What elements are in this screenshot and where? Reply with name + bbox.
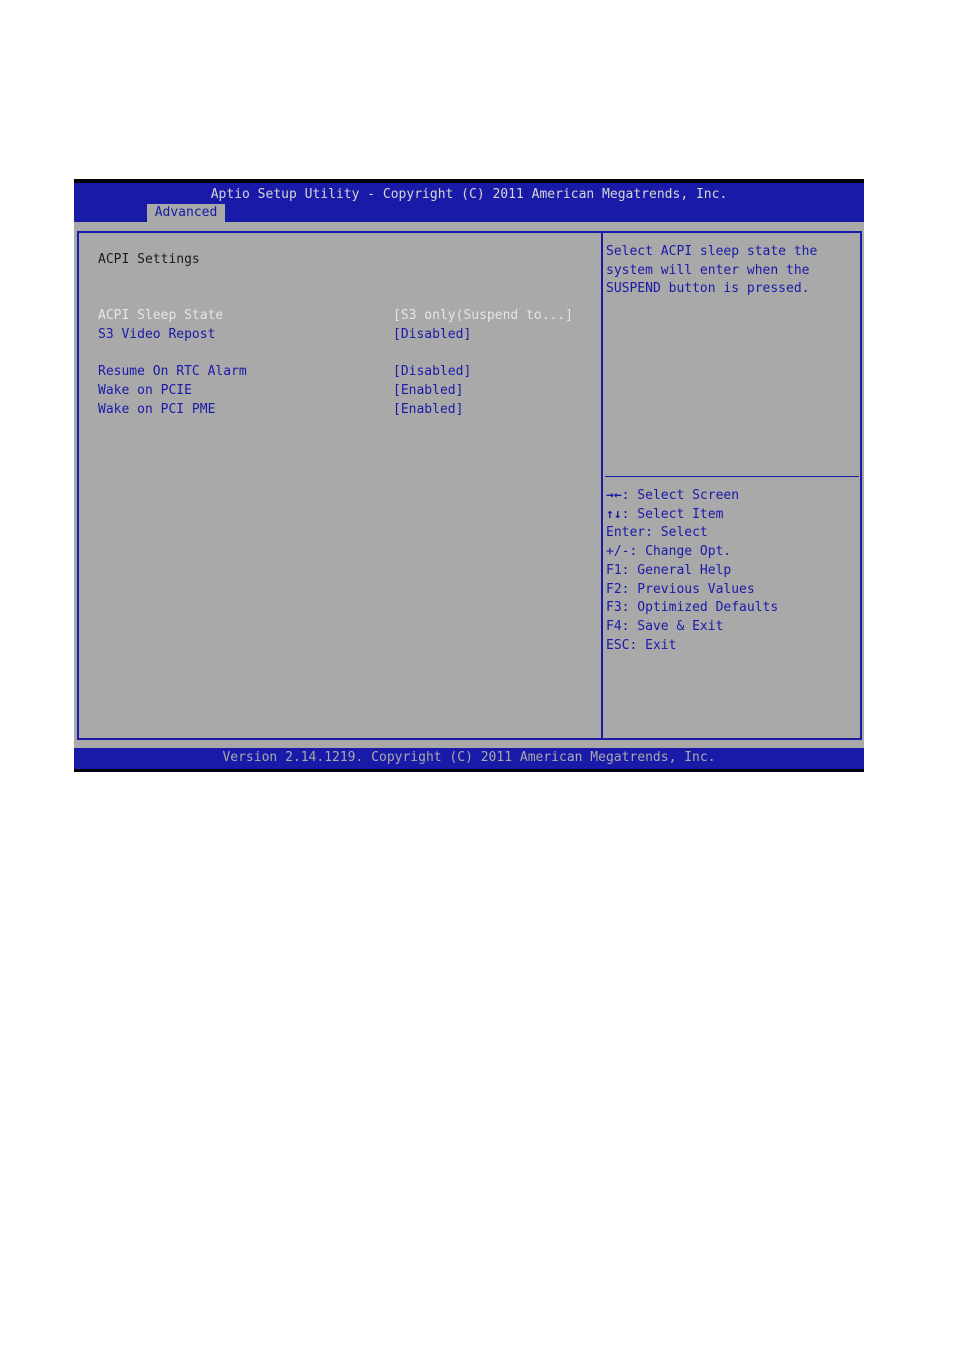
setting-value[interactable]: [Disabled] (393, 364, 472, 379)
setting-label: Wake on PCIE (98, 383, 192, 398)
main-area (74, 222, 864, 748)
panel-divider-vertical (601, 233, 603, 738)
title-bar (74, 183, 864, 222)
key-hint-f1: F1: General Help (606, 563, 732, 578)
panel-divider-horizontal (605, 476, 859, 477)
setting-label: Wake on PCI PME (98, 402, 216, 417)
title-text: Aptio Setup Utility - Copyright (C) 2011 American Megatrends, Inc. (210, 187, 728, 202)
footer-bar (74, 748, 864, 769)
key-hint-change-opt: +/-: Change Opt. (606, 544, 732, 559)
key-hint-esc: ESC: Exit (606, 638, 677, 653)
key-hint-desc: : Select Screen (621, 488, 740, 503)
key-hint-f4: F4: Save & Exit (606, 619, 724, 634)
help-text-line: Select ACPI sleep state the (606, 244, 818, 259)
setting-wake-on-pcie[interactable] (98, 383, 578, 399)
setting-value[interactable]: [Enabled] (393, 402, 464, 417)
help-text-line: system will enter when the (606, 263, 810, 278)
setting-resume-on-rtc-alarm[interactable] (98, 364, 578, 380)
key-hint-enter: Enter: Select (606, 525, 708, 540)
main-frame (77, 231, 862, 740)
setting-acpi-sleep-state[interactable] (98, 308, 578, 324)
setting-label: Resume On RTC Alarm (98, 364, 247, 379)
tab-advanced[interactable]: Advanced (147, 204, 225, 222)
key-hint-select-screen (606, 488, 739, 504)
setting-value[interactable]: [S3 only(Suspend to...] (393, 308, 574, 323)
setting-label: S3 Video Repost (98, 327, 216, 342)
up-down-arrows-icon: ↑↓ (606, 507, 622, 522)
key-hint-f3: F3: Optimized Defaults (606, 600, 779, 615)
section-title: ACPI Settings (98, 252, 200, 267)
setting-value[interactable]: [Disabled] (393, 327, 472, 342)
key-hint-f2: F2: Previous Values (606, 582, 755, 597)
key-hint-desc: : Select Item (621, 507, 724, 522)
bios-setup-screen (74, 179, 864, 772)
setting-label: ACPI Sleep State (98, 308, 224, 323)
key-hint-select-item (606, 507, 723, 523)
help-text-line: SUSPEND button is pressed. (606, 281, 810, 296)
setting-wake-on-pci-pme[interactable] (98, 402, 578, 418)
setting-s3-video-repost[interactable] (98, 327, 578, 343)
footer-text: Version 2.14.1219. Copyright (C) 2011 American Megatrends, Inc. (222, 750, 716, 765)
left-right-arrows-icon: →← (606, 488, 622, 503)
setting-value[interactable]: [Enabled] (393, 383, 464, 398)
